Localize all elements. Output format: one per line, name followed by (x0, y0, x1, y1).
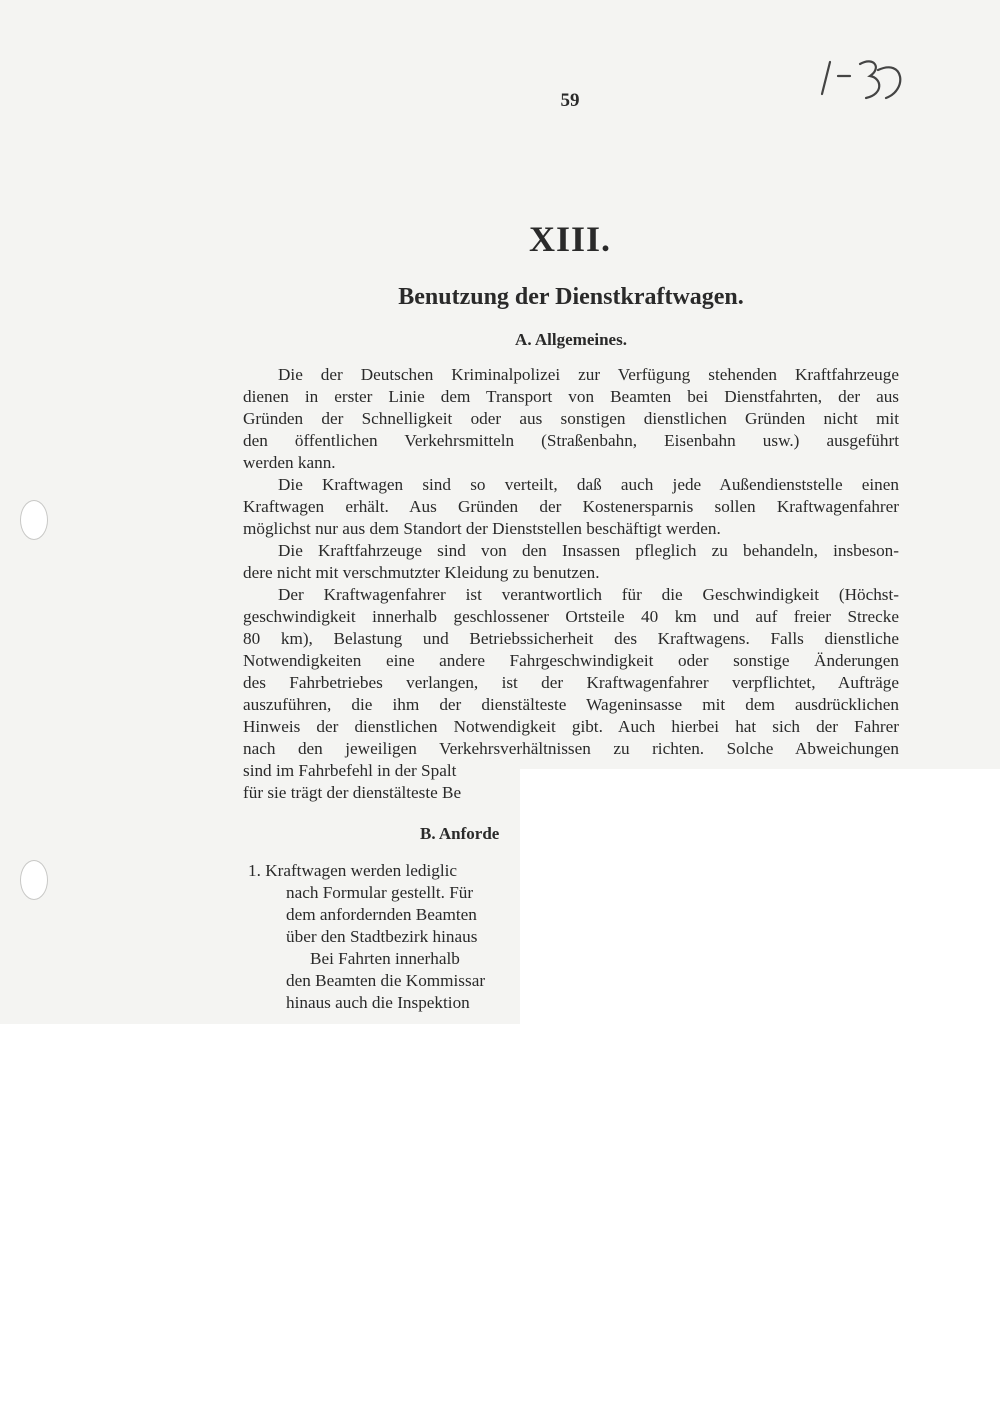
chapter-title: Benutzung der Dienstkraftwagen. (398, 284, 744, 310)
text-line: Bei Fahrten innerhalb (310, 949, 460, 968)
page-number: 59 (560, 90, 580, 111)
text-line: Die der Deutschen Kriminalpolizei zur Verfügung stehenden Kraftfahrzeuge (278, 365, 899, 384)
text-line: Gründen der Schnelligkeit oder aus sonstigen dienstlichen Gründen nicht mit (243, 409, 899, 428)
text-line: Die Kraftwagen sind so verteilt, daß auch jede Außendienststelle einen (278, 475, 899, 494)
list-item: 1. Kraftwagen werden lediglic (248, 861, 458, 880)
cropped-region (520, 769, 1000, 1024)
section-b-list (248, 860, 520, 1014)
punch-hole-top (20, 500, 48, 540)
text-line: möglichst nur aus dem Standort der Dienststellen beschäftigt werden. (243, 519, 721, 538)
text-line: dem anfordernden Beamten (286, 905, 477, 924)
text-line: Hinweis der dienstlichen Notwendigkeit gibt. Auch hierbei hat sich der Fahrer (243, 717, 899, 736)
text-line: für sie trägt der dienstälteste Be (243, 783, 462, 802)
text-line: den öffentlichen Verkehrsmitteln (Straßenbahn, Eisenbahn usw.) ausgeführt (243, 431, 899, 450)
text-line: geschwindigkeit innerhalb geschlossener Ortsteile 40 km und auf freier Strecke (243, 607, 899, 626)
text-line: nach den jeweiligen Verkehrsverhältnissen zu richten. Solche Abweichungen (243, 739, 899, 758)
text-line: Kraftwagen erhält. Aus Gründen der Kostenersparnis sollen Kraftwagenfahrer (243, 497, 899, 516)
section-a-body (243, 364, 899, 804)
text-line: den Beamten die Kommissar (286, 971, 486, 990)
text-line: auszuführen, die ihm der dienstälteste Wageninsasse mit dem ausdrücklichen (243, 695, 899, 714)
text-line: Der Kraftwagenfahrer ist verantwortlich für die Geschwindigkeit (Höchst- (278, 585, 899, 604)
text-line: hinaus auch die Inspektion (286, 993, 470, 1012)
section-a-heading: A. Allgemeines. (515, 330, 627, 349)
text-line: Die Kraftfahrzeuge sind von den Insassen pfleglich zu behandeln, insbeson- (278, 541, 899, 560)
chapter-number: XIII. (528, 219, 612, 259)
text-line: sind im Fahrbefehl in der Spalt (243, 761, 457, 780)
text-line: 80 km), Belastung und Betriebssicherheit des Kraftwagens. Falls dienstliche (243, 629, 899, 648)
text-line: Notwendigkeiten eine andere Fahrgeschwindigkeit oder sonstige Änderungen (243, 651, 899, 670)
text-line: über den Stadtbezirk hinaus (286, 927, 478, 946)
blank-area (0, 1024, 1000, 1408)
punch-hole-bottom (20, 860, 48, 900)
text-line: dienen in erster Linie dem Transport von Beamten bei Dienstfahrten, der aus (243, 387, 899, 406)
text-line: nach Formular gestellt. Für (286, 883, 474, 902)
text-line: werden kann. (243, 453, 336, 472)
text-line: dere nicht mit verschmutzter Kleidung zu benutzen. (243, 563, 600, 582)
section-b-heading: B. Anforde (420, 824, 500, 843)
text-line: des Fahrbetriebes verlangen, ist der Kraftwagenfahrer verpflichtet, Aufträge (243, 673, 899, 692)
